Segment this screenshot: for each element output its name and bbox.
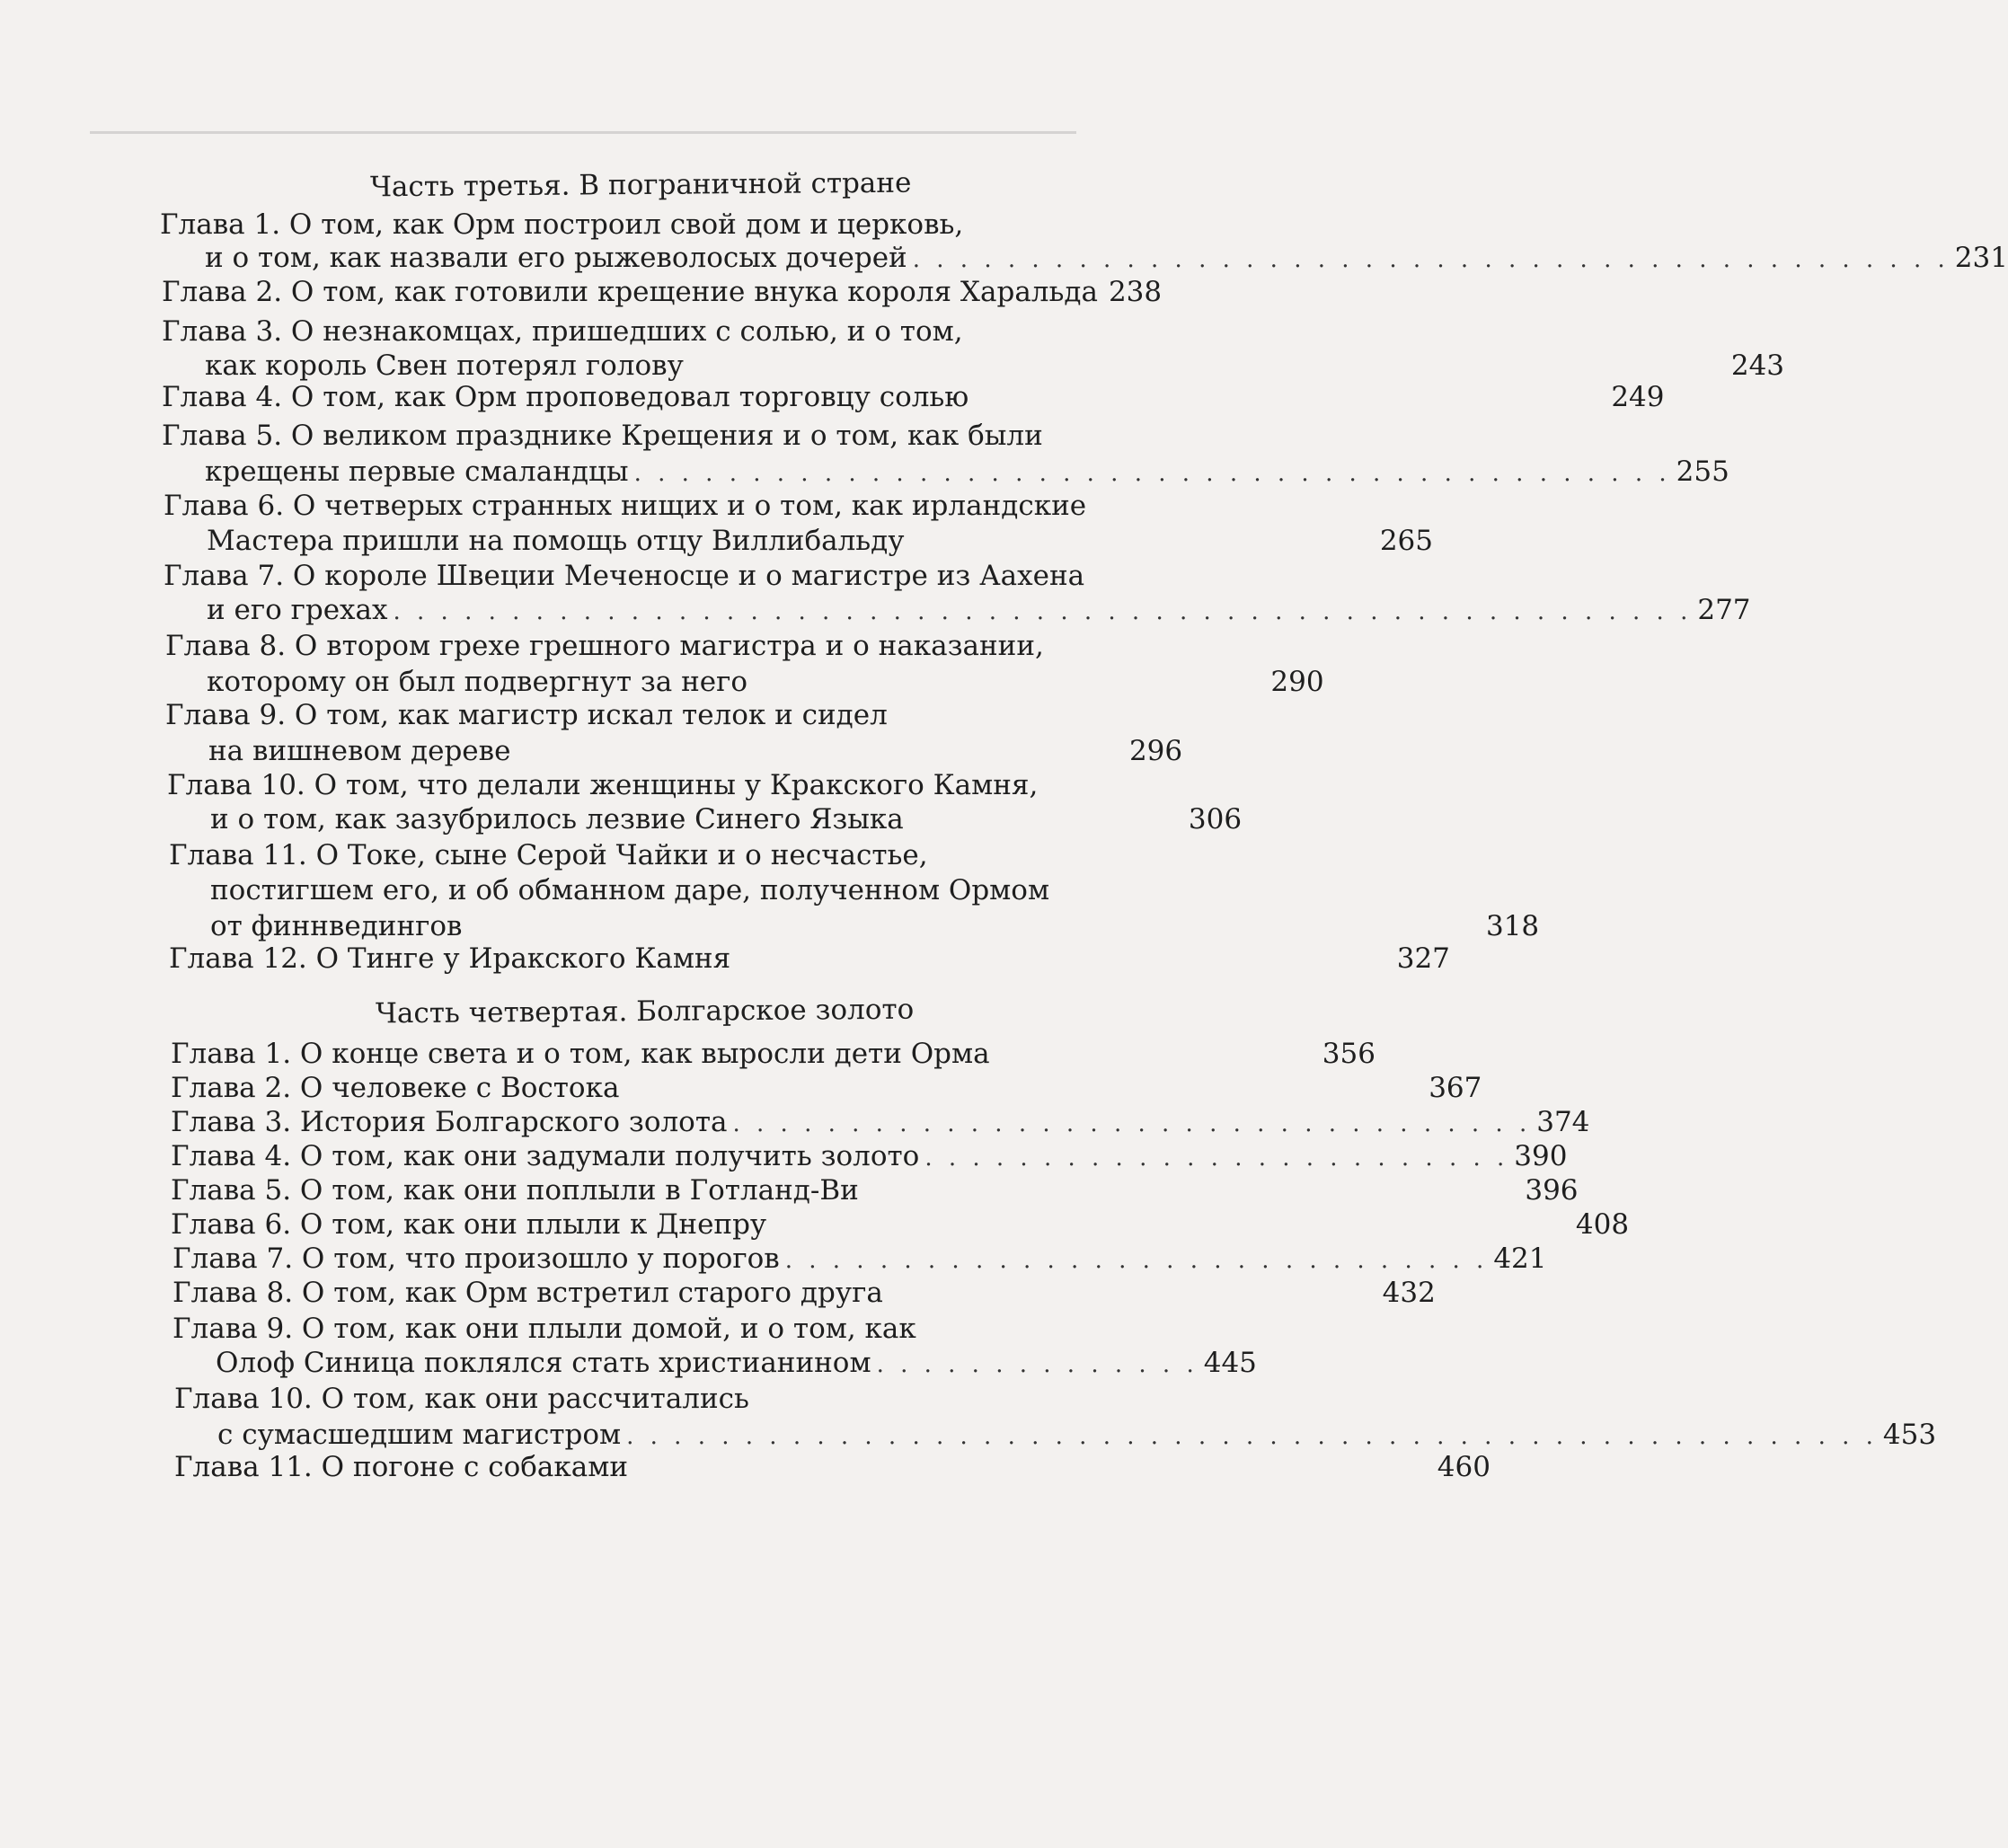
leader-dots [624, 1073, 1423, 1107]
toc-entry-line: как король Свен потерял голову 243 [205, 349, 1087, 385]
toc-entry-line: Глава 11. О Токе, сыне Серой Чайки и о несчастье, [169, 839, 928, 871]
leader-dots [633, 1452, 1432, 1486]
toc-entry-line: Глава 6. О четверых странных нищих и о том, как ирландские [164, 490, 1087, 522]
page-number: 421 [1493, 1242, 1547, 1275]
page-number: 238 [1108, 276, 1163, 308]
page-number: 255 [1676, 455, 1729, 488]
top-rule [90, 131, 1076, 134]
toc-entry-line: которому он был подвергнут за него 290 [207, 665, 1087, 701]
toc-entry-line: Олоф Синица поклялся стать христианином . . . . . . . . . . . . . . 445 [216, 1346, 1092, 1382]
toc-entry-line: с сумасшедшим магистром . . . . . . . . . . . . . . . . . . . . . . . . . . . . . . . . . . . . . . . . . . . . . . . . . . . . . 453 [217, 1418, 1092, 1454]
toc-entry-line: Глава 9. О том, как магистр искал телок и сидел [165, 699, 888, 731]
toc-entry-line: от финнведингов 318 [210, 909, 1087, 945]
page-number: 318 [1485, 910, 1540, 942]
section-title-part3: Часть третья. В пограничной стране [369, 166, 912, 204]
toc-entry-line: постигшем его, и об обманном даре, полученном Ормом [210, 874, 1050, 906]
leader-dots: . . . . . . . . . . . . . . . . . . . . . . . . . . . . . . . . . . . . . . . . . . . . [912, 246, 1950, 273]
toc-entry-line: на вишневом дереве 296 [208, 734, 1087, 770]
leader-dots [995, 1039, 1317, 1073]
toc-entry-line: Глава 4. О том, как Орм проповедовал торговцу солью 249 [162, 380, 1087, 416]
leader-dots: . . . . . . . . . . . . . . [876, 1351, 1199, 1378]
toc-entry-line: Глава 6. О том, как они плыли к Днепру 408 [171, 1207, 1092, 1243]
leader-dots [772, 1209, 1570, 1243]
page-number: 356 [1322, 1038, 1376, 1070]
toc-entry-line: Глава 3. О незнакомцах, пришедших с солью, и о том, [162, 315, 963, 348]
page-number: 296 [1128, 735, 1183, 767]
leader-dots: . . . . . . . . . . . . . . . . . . . . . . . . . [924, 1145, 1509, 1172]
page-number: 432 [1382, 1277, 1436, 1309]
page-number: 453 [1882, 1419, 1937, 1451]
leader-dots: . . . . . . . . . . . . . . . . . . . . . . . . . . . . . . [784, 1247, 1489, 1274]
toc-entry-line: Мастера пришли на помощь отцу Виллибальду 265 [207, 524, 1087, 560]
toc-entry-line: Глава 5. О том, как они поплыли в Готланд-Ви 396 [171, 1173, 1092, 1209]
page-number: 243 [1730, 349, 1785, 382]
leader-dots: . . . . . . . . . . . . . . . . . . . . . . . . . . . . . . . . . . . . . . . . . . . . . . . . . . . . . [626, 1423, 1878, 1450]
toc-entry-line: и о том, как назвали его рыжеволосых дочерей . . . . . . . . . . . . . . . . . . . . . . . . . . . . . . . . . . . . . . . . . . . . 231 [205, 241, 1087, 277]
page-number: 460 [1437, 1451, 1491, 1483]
leader-dots: . . . . . . . . . . . . . . . . . . . . . . . . . . . . . . . . . . [732, 1110, 1532, 1137]
leader-dots [516, 736, 1124, 770]
page-number: 390 [1514, 1140, 1568, 1172]
toc-entry-line: Глава 9. О том, как они плыли домой, и о том, как [172, 1313, 916, 1345]
toc-entry-line: Глава 8. О том, как Орм встретил старого друга 432 [172, 1276, 1092, 1312]
toc-entry-line: Глава 2. О том, как готовили крещение внука короля Харальда 238 [162, 276, 1163, 308]
page-number: 249 [1611, 381, 1665, 413]
toc-entry-line: Глава 3. История Болгарского золота . . . . . . . . . . . . . . . . . . . . . . . . . . . . . . . . . . 374 [171, 1105, 1092, 1141]
toc-entry-line: Глава 5. О великом празднике Крещения и о том, как были [162, 420, 1043, 452]
leader-dots: . . . . . . . . . . . . . . . . . . . . . . . . . . . . . . . . . . . . . . . . . . . . . . . . . . . . . . . [393, 598, 1693, 625]
page-number: 445 [1203, 1347, 1257, 1379]
leader-dots [864, 1175, 1520, 1209]
leader-dots [467, 911, 1481, 945]
toc-entry-line: и его грехах . . . . . . . . . . . . . . . . . . . . . . . . . . . . . . . . . . . . . . . . . . . . . . . . . . . . . . . 277 [207, 593, 1087, 629]
page-number: 396 [1525, 1174, 1579, 1207]
page-number: 277 [1697, 594, 1751, 626]
page-number: 374 [1536, 1106, 1590, 1138]
toc-entry-line: крещены первые смаландцы . . . . . . . . . . . . . . . . . . . . . . . . . . . . . . . . . . . . . . . . . . . . 255 [205, 455, 1087, 491]
page-number: 367 [1429, 1072, 1482, 1104]
leader-dots [889, 1278, 1377, 1312]
toc-entry-line: Глава 2. О человеке с Востока 367 [171, 1071, 1092, 1107]
page-number: 408 [1575, 1208, 1630, 1241]
leader-dots [974, 382, 1606, 416]
section-title-part4: Часть четвертая. Болгарское золото [375, 993, 915, 1030]
toc-entry-line: Глава 1. О конце света и о том, как выросли дети Орма 356 [171, 1037, 1092, 1073]
page-number: 265 [1379, 525, 1433, 557]
page-number: 306 [1188, 803, 1243, 836]
leader-dots [909, 804, 1183, 838]
toc-entry-line: Глава 4. О том, как они задумали получить золото . . . . . . . . . . . . . . . . . . . . . . . . . 390 [171, 1139, 1092, 1175]
toc-entry-line: Глава 11. О погоне с собаками 460 [174, 1450, 1092, 1486]
leader-dots [736, 943, 1392, 977]
leader-dots [753, 667, 1265, 701]
page-number: 327 [1396, 942, 1450, 975]
toc-entry-line: Глава 10. О том, что делали женщины у Кракского Камня, [167, 769, 1039, 801]
toc-entry-line: и о том, как зазубрилось лезвие Синего Языка 306 [210, 802, 1087, 838]
leader-dots [909, 526, 1374, 560]
toc-entry-line: Глава 12. О Тинге у Иракского Камня 327 [169, 942, 1087, 977]
toc-entry-line: Глава 7. О том, что произошло у порогов . . . . . . . . . . . . . . . . . . . . . . . . . . . . . . 421 [172, 1242, 1092, 1278]
page-number: 231 [1954, 242, 2008, 274]
toc-entry-line: Глава 7. О короле Швеции Меченосце и о магистре из Аахена [164, 560, 1085, 592]
toc-entry-line: Глава 8. О втором грехе грешного магистра и о наказании, [165, 630, 1044, 662]
toc-entry-line: Глава 10. О том, как они рассчитались [174, 1383, 749, 1415]
toc-entry-line: Глава 1. О том, как Орм построил свой дом и церковь, [160, 208, 964, 241]
page-number: 290 [1270, 666, 1324, 698]
leader-dots: . . . . . . . . . . . . . . . . . . . . . . . . . . . . . . . . . . . . . . . . . . . . [633, 460, 1671, 487]
